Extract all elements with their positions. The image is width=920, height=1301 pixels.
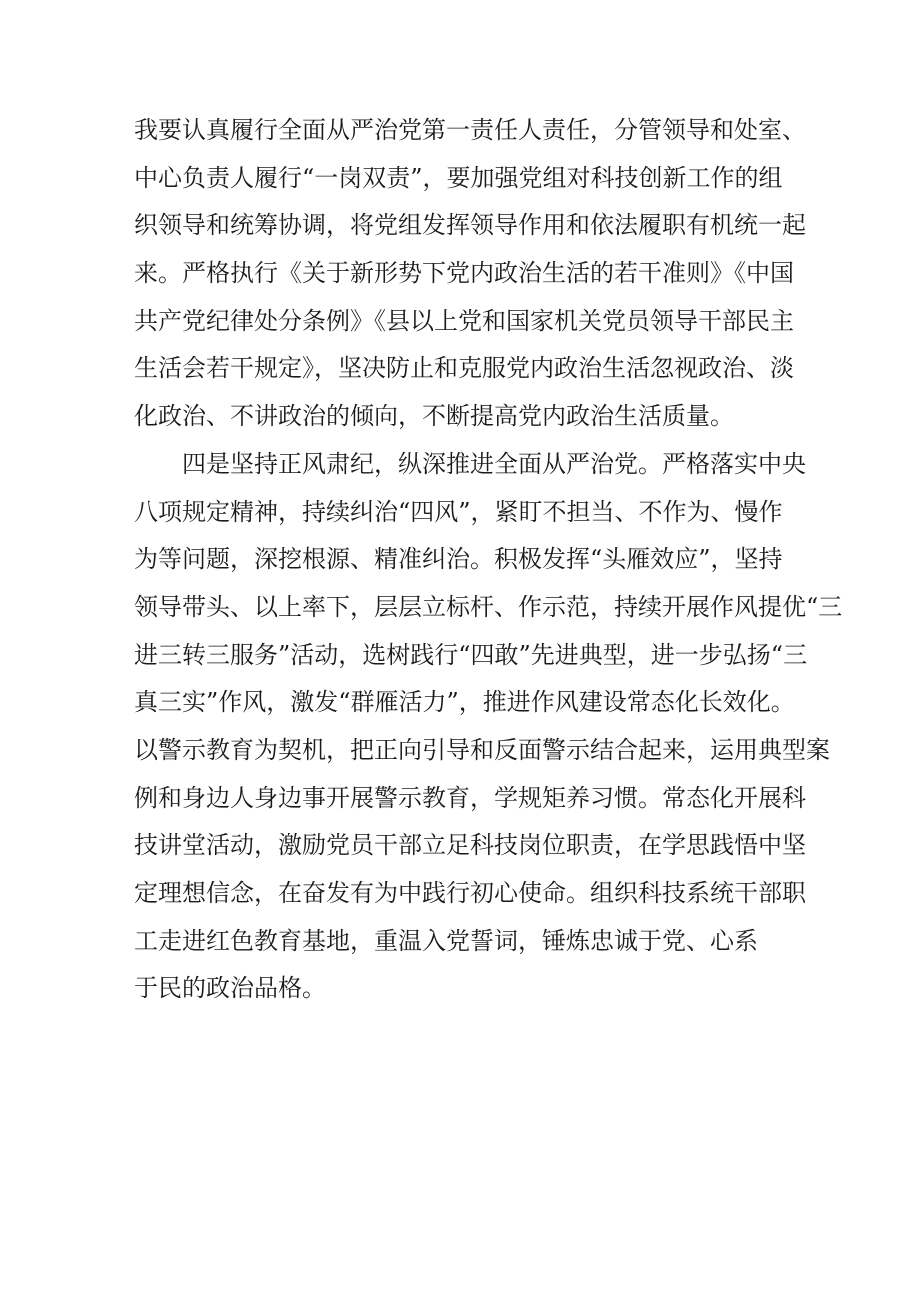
- text-line: 四是坚持正风肃纪，纵深推进全面从严治党。严格落实中央: [182, 449, 806, 478]
- text-line: 织领导和统筹协调，将党组发挥领导作用和依法履职有机统一起: [134, 211, 806, 240]
- text-line: 来。严格执行《关于新形势下党内政治生活的若干准则》《中国: [134, 259, 794, 288]
- text-line: 我要认真履行全面从严治党第一责任人责任，分管领导和处室、: [134, 116, 806, 144]
- text-line: 生活会若干规定》，坚决防止和克服党内政治生活忽视政治、淡: [134, 354, 794, 383]
- text-line: 共产党纪律处分条例》《县以上党和国家机关党员领导干部民主: [134, 306, 794, 335]
- text-line: 真三实”作风，激发“群雁活力”，推进作风建设常态化长效化。: [134, 688, 795, 717]
- document-body: [134, 107, 843, 1013]
- paragraph-1: [134, 107, 806, 441]
- text-line: 定理想信念，在奋发有为中践行初心使命。组织科技系统干部职: [134, 879, 806, 907]
- text-line: 中心负责人履行“一岗双责”，要加强党组对科技创新工作的组: [134, 163, 783, 192]
- text-line: 八项规定精神，持续纠治“四风”，紧盯不担当、不作为、慢作: [134, 497, 783, 526]
- text-line: 进三转三服务”活动，选树践行“四敢”先进典型，进一步弘扬“三: [134, 640, 808, 669]
- text-line: 以警示教育为契机，把正向引导和反面警示结合起来，运用典型案: [134, 735, 830, 764]
- text-line: 领导带头、以上率下，层层立标杆、作示范，持续开展作风提优“三: [134, 592, 843, 621]
- text-line: 化政治、不讲政治的倾向，不断提高党内政治生活质量。: [134, 402, 734, 431]
- text-line: 工走进红色教育基地，重温入党誓词，锤炼忠诚于党、心系: [134, 926, 758, 955]
- text-line: 为等问题，深挖根源、精准纠治。积极发挥“头雁效应”，坚持: [134, 545, 783, 574]
- text-line: 技讲堂活动，激励党员干部立足科技岗位职责，在学思践悟中坚: [134, 831, 806, 860]
- paragraph-2: [134, 441, 843, 1013]
- text-line: 例和身边人身边事开展警示教育，学规矩养习惯。常态化开展科: [134, 783, 806, 812]
- text-line: 于民的政治品格。: [134, 974, 326, 1003]
